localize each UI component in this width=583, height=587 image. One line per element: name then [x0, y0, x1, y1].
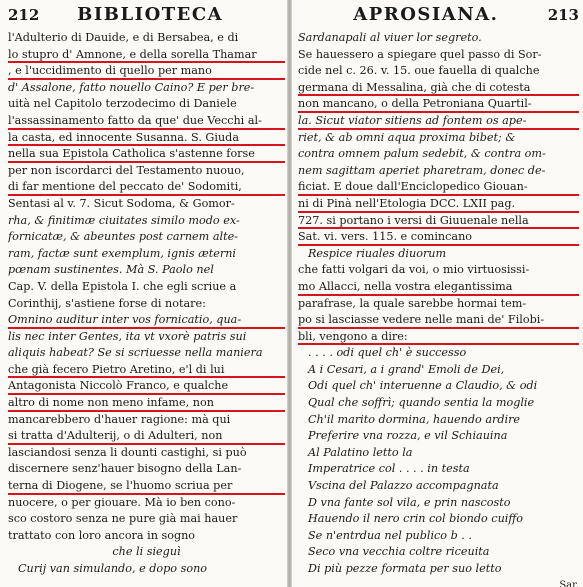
- text-line: uità nel Capitolo terzodecimo di Daniele: [8, 97, 237, 111]
- text-line: bli, vengono a dire:: [298, 329, 579, 346]
- left-running-title: BIBLIOTECA: [77, 4, 224, 25]
- right-page: [292, 0, 583, 587]
- text-line: che fatti volgari da voi, o mio virtuosissi-: [298, 263, 530, 277]
- text-line: terna di Diogene, se l'huomo scriua per: [8, 478, 285, 495]
- catchword: Sar.: [559, 579, 579, 587]
- text-line: d' Assalone, fatto nouello Caino? E per bre-: [8, 80, 255, 94]
- text-line: pœnam sustinentes. Mà S. Paolo nel: [8, 263, 214, 277]
- text-line: per non iscordarci del Testamento nuouo,: [8, 163, 245, 177]
- text-line: altro di nome non meno infame, non: [8, 395, 285, 412]
- text-line: po si lasciasse vedere nelle mani de' Filobi-: [298, 312, 579, 329]
- text-line: ficiat. E doue dall'Enciclopedico Giouan-: [298, 179, 579, 196]
- right-running-title: APROSIANA.: [353, 4, 499, 25]
- text-line: riet, & ab omni aqua proxima bibet; &: [298, 130, 516, 144]
- text-line: lo stupro d' Amnone, e della sorella Thamar: [8, 47, 285, 64]
- text-line: Omnino auditur inter vos fornicatio, qua-: [8, 312, 285, 329]
- text-line: contra omnem palum sedebit, & contra om-: [298, 147, 546, 161]
- text-line: nem sagittam aperiet pharetram, donec de-: [298, 163, 546, 177]
- text-line: aliquis habeat? Se si scriuesse nella maniera: [8, 346, 263, 360]
- text-line: . . . . odi quel ch' è successo: [308, 346, 467, 360]
- text-line: Odi quel ch' interuenne a Claudio, & odi: [308, 379, 538, 393]
- text-line: Ch'il marito dormina, hauendo ardire: [308, 412, 521, 426]
- text-line: Di più pezze formata per suo letto: [308, 562, 502, 575]
- text-line: la casta, ed innocente Susanna. S. Giuda: [8, 130, 285, 147]
- text-line: Seco vna vecchia coltre riceuita: [308, 545, 490, 559]
- left-page-number: 212: [8, 6, 40, 24]
- text-line: Preferire vna rozza, e vil Schiauina: [308, 429, 508, 443]
- text-line: Qual che soffrì; quando sentia la moglie: [308, 396, 535, 410]
- text-line: parafrase, la quale sarebbe hormai tem-: [298, 296, 527, 310]
- left-text-block: [8, 30, 285, 578]
- text-line: lis nec inter Gentes, ita vt vxorè patris sui: [8, 329, 247, 343]
- text-line: l'assassinamento fatto da que' due Vecchi al-: [8, 113, 285, 130]
- text-line: sco costoro senza ne pure già mai hauer: [8, 512, 238, 526]
- text-line: rha, & finitimæ ciuitates similo modo ex-: [8, 213, 240, 227]
- text-line: lasciandosi senza li dounti castighi, si può: [8, 445, 247, 459]
- right-text-block: [298, 30, 579, 587]
- text-line: di far mentione del peccato de' Sodomiti,: [8, 179, 285, 196]
- text-line: Sat. vi. vers. 115. e comincano: [298, 229, 579, 246]
- text-line: mo Allacci, nella vostra elegantissima: [298, 279, 579, 296]
- text-line: l'Adulterio di Dauide, e di Bersabea, e di: [8, 31, 239, 44]
- text-line: germana di Messalina, già che di cotesta: [298, 80, 579, 97]
- text-line: cide nel c. 26. v. 15. oue fauella di qualche: [298, 64, 540, 78]
- text-line: Vscina del Palazzo accompagnata: [308, 479, 499, 493]
- text-line: trattato con loro ancora in sogno: [8, 528, 196, 542]
- text-line: ni di Pinà nell'Etologia DCC. LXII pag.: [298, 196, 579, 213]
- right-page-number: 213: [547, 6, 579, 24]
- text-line: Se hauessero a spiegare quel passo di Sor-: [298, 47, 542, 61]
- text-line: non mancano, o della Petroniana Quartil-: [298, 96, 579, 113]
- text-line: Hauendo il nero crin col biondo cuiffo: [308, 512, 524, 526]
- text-line: Antagonista Niccolò Franco, e qualche: [8, 378, 285, 395]
- right-running-head: [298, 4, 579, 30]
- left-running-head: [8, 4, 285, 30]
- text-line: Corinthij, s'astiene forse di notare:: [8, 296, 206, 310]
- text-line: Curij van simulando, e dopo sono: [18, 562, 208, 575]
- text-line: Sardanapali al viuer lor segreto.: [298, 31, 482, 44]
- text-line: Se n'entrdua nel publico b . .: [308, 528, 472, 542]
- text-line: Al Palatino letto la: [308, 445, 413, 459]
- text-line: A i Cesari, a i grand' Emoli de Dei,: [308, 362, 505, 376]
- text-line: che li sieguì: [112, 545, 181, 559]
- text-line: D vna fante sol vila, e prin nascosto: [308, 495, 511, 509]
- text-line: Cap. V. della Epistola I. che egli scriue a: [8, 279, 237, 293]
- text-line: nuocere, o per giouare. Mà io ben cono-: [8, 495, 236, 509]
- text-line: ram, factæ sunt exemplum, ignis æterni: [8, 246, 236, 260]
- text-line: si tratta d'Adulterij, o di Adulteri, non: [8, 428, 285, 445]
- left-page: [0, 0, 288, 587]
- text-line: mancarebbero d'hauer ragione: mà qui: [8, 412, 231, 426]
- text-line: Imperatrice col . . . . in testa: [308, 462, 470, 476]
- text-line: Respice riuales diuorum: [308, 246, 447, 260]
- text-line: 727. si portano i versi di Giuuenale nella: [298, 213, 579, 230]
- text-line: discernere senz'hauer bisogno della Lan-: [8, 462, 242, 476]
- text-line: , e l'uccidimento di quello per mano: [8, 63, 285, 80]
- text-line: che già fecero Pietro Aretino, e'l di lui: [8, 362, 285, 379]
- text-line: fornicatæ, & abeuntes post carnem alte-: [8, 230, 238, 244]
- text-line: nella sua Epistola Catholica s'astenne forse: [8, 146, 285, 163]
- text-line: Sentasi al v. 7. Sicut Sodoma, & Gomor-: [8, 196, 235, 210]
- text-line: la. Sicut viator sitiens ad fontem os ape-: [298, 113, 579, 130]
